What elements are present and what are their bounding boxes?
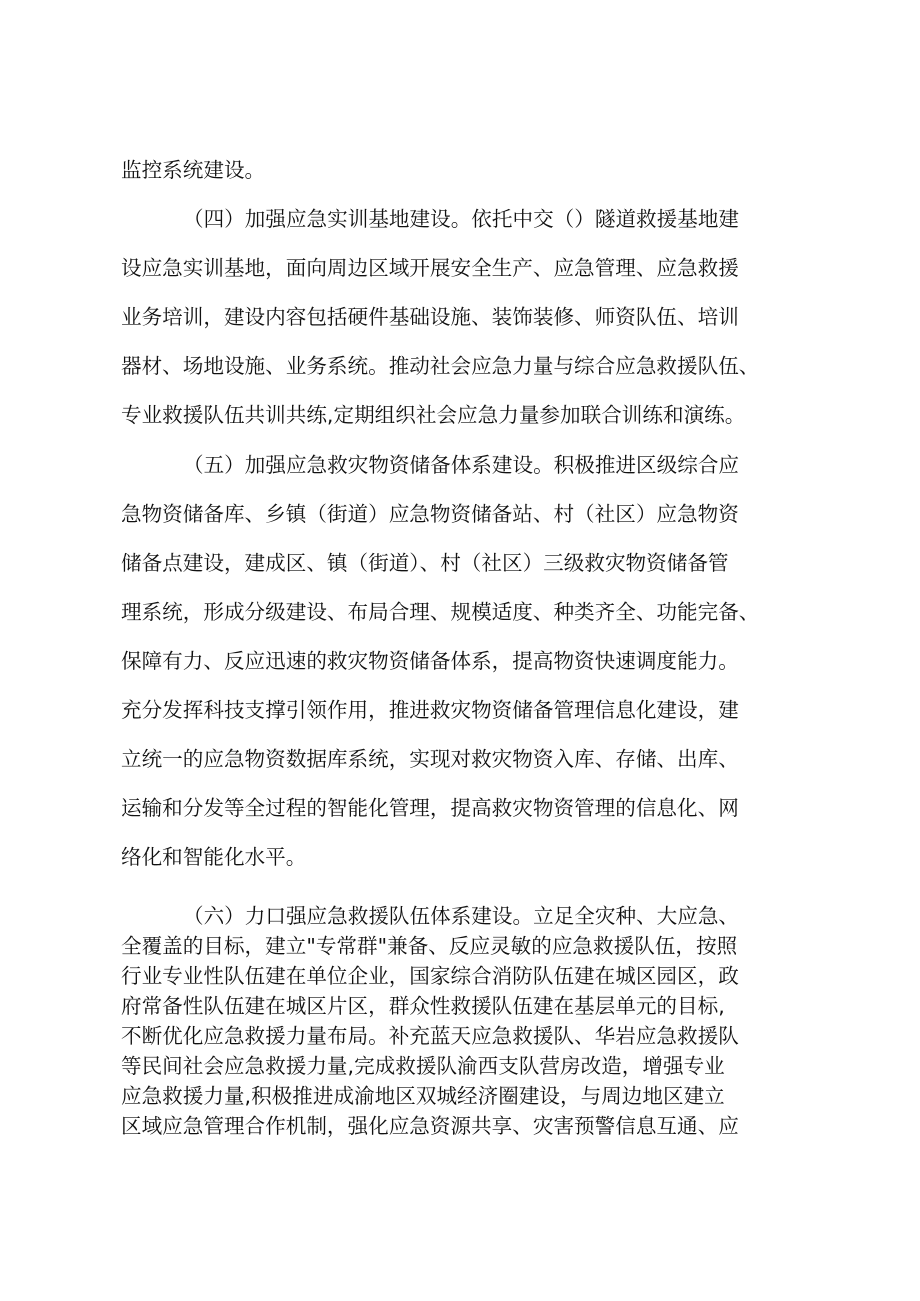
paragraph-heading-5: （五）加强应急救灾物资储备体系建设。积极推进区级综合应 — [183, 453, 740, 477]
paragraph-line: 器材、场地设施、业务系统。推动社会应急力量与综合应急救援队伍、 — [121, 354, 760, 378]
paragraph-line: 区域应急管理合作机制，强化应急资源共享、灾害预警信息互通、应 — [121, 1114, 739, 1138]
paragraph-line: 应急救援力量,积极推进成渝地区双城经济圈建设，与周边地区建立 — [121, 1084, 725, 1108]
paragraph-line: 急物资储备库、乡镇（街道）应急物资储备站、村（社区）应急物资 — [121, 502, 739, 526]
paragraph-line: 府常备性队伍建在城区片区，群众性救援队伍建在基层单元的目标, — [121, 994, 725, 1018]
paragraph-line: 设应急实训基地，面向周边区域开展安全生产、应急管理、应急救援 — [121, 256, 739, 280]
paragraph-line: 理系统，形成分级建设、布局合理、规模适度、种类齐全、功能完备、 — [121, 600, 760, 624]
paragraph-line: 行业专业性队伍建在单位企业，国家综合消防队伍建在城区园区，政 — [121, 964, 739, 988]
paragraph-line: 保障有力、反应迅速的救灾物资储备体系，提高物资快速调度能力。 — [121, 649, 739, 673]
paragraph-line: 络化和智能化水平。 — [121, 845, 307, 869]
paragraph-line: 全覆盖的目标，建立"专常群"兼备、反应灵敏的应急救援队伍，按照 — [121, 934, 738, 958]
paragraph-line: 业务培训，建设内容包括硬件基础设施、装饰装修、师资队伍、培训 — [121, 305, 739, 329]
paragraph-line: 充分发挥科技支撑引领作用，推进救灾物资储备管理信息化建设，建 — [121, 698, 739, 722]
paragraph-heading-4: （四）加强应急实训基地建设。依托中交（）隧道救援基地建 — [183, 207, 740, 231]
paragraph-line: 等民间社会应急救援力量,完成救援队渝西支队营房改造，增强专业 — [121, 1054, 725, 1078]
paragraph-line: 运输和分发等全过程的智能化管理，提高救灾物资管理的信息化、网 — [121, 796, 739, 820]
paragraph-line: 不断优化应急救援力量布局。补充蓝天应急救援队、华岩应急救援队 — [121, 1024, 739, 1048]
paragraph-line: 立统一的应急物资数据库系统，实现对救灾物资入库、存储、出库、 — [121, 747, 739, 771]
paragraph-line: 储备点建设，建成区、镇（街道）、村（社区）三级救灾物资储备管 — [121, 551, 729, 575]
paragraph-heading-6: （六）力口强应急救援队伍体系建设。立足全灾种、大应急、 — [183, 904, 740, 928]
paragraph-line: 监控系统建设。 — [121, 158, 266, 182]
paragraph-line: 专业救援队伍共训共练,定期组织社会应急力量参加联合训练和演练。 — [121, 403, 746, 427]
